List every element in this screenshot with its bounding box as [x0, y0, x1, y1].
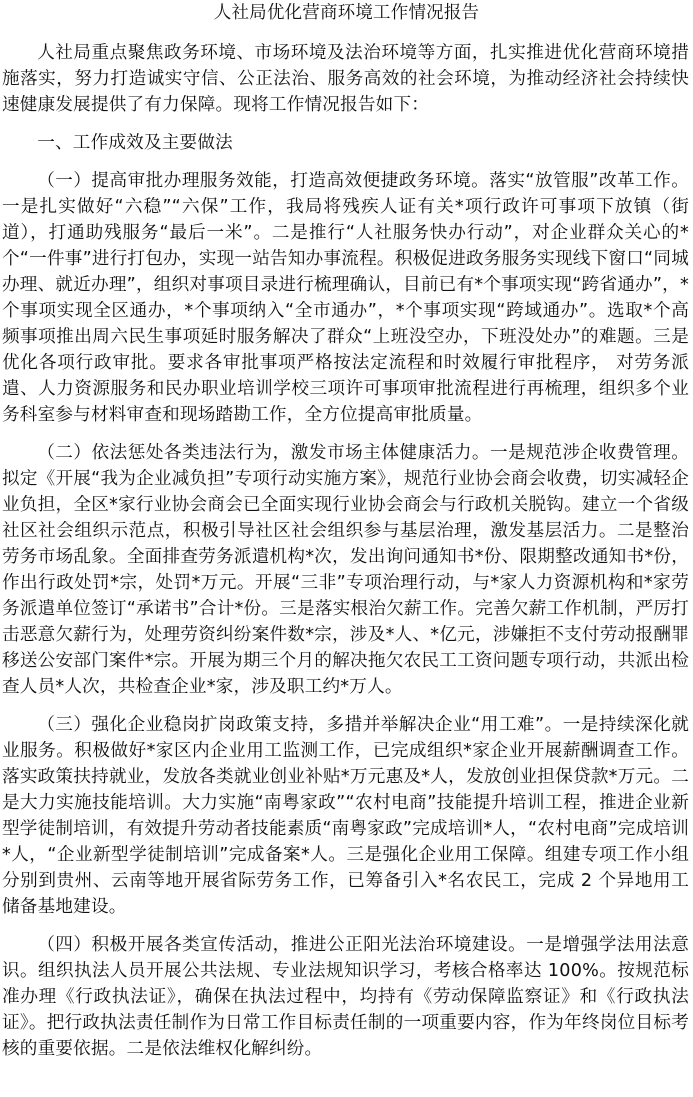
document-title: 人社局优化营商环境工作情况报告: [213, 3, 480, 23]
section-paragraph-3: （三）强化企业稳岗扩岗政策支持，多措并举解决企业“用工难”。一是持续深化就业服务。积极做好*家区内企业用工监测工作，已完成组织*家企业开展薪酬调查工作。落实政策扶持就业，发放各类就业创业补贴*万元惠及*人，发放创业担保贷款*万元。二是大力实施技能培训。大力实施“南粤家政”“农村电商”技能提升培训工程，推进企业新型学徒制培训，有效提升劳动者技能素质“南粤家政”完成培训*人，“农村电商”完成培训*人，“企业新型学徒制培训”完成备案*人。三是强化企业用工保障。组建专项工作小组分别到贵州、云南等地开展省际劳务工作，已筹备引入*名农民工，完成 2 个异地用工储备基地建设。: [2, 715, 689, 917]
section-paragraph-2: （二）依法惩处各类违法行为，激发市场主体健康活力。一是规范涉企收费管理。拟定《开展“我为企业减负担”专项行动实施方案》，规范行业协会商会收费，切实减轻企业负担，全区*家行业协会商会已全面实现行业协会商会与行政机关脱钩。建立一个省级社区社会组织示范点，积极引导社区社会组织参与基层治理，激发基层活力。二是整治劳务市场乱象。全面排查劳务派遣机构*次，发出询问通知书*份、限期整改通知书*份，作出行政处罚*宗，处罚*万元。开展“三非”专项治理行动，与*家人力资源机构和*家劳务派遣单位签订“承诺书”合计*份。三是落实根治欠薪工作。完善欠薪工作机制，严厉打击恶意欠薪行为，处理劳资纠纷案件数*宗，涉及*人、*亿元，涉嫌拒不支付劳动报酬罪移送公安部门案件*宗。开展为期三个月的解决拖欠农民工工资问题专项行动，共派出检查人员*人次，共检查企业*家，涉及职工约*万人。: [2, 443, 689, 697]
section-heading: 一、工作成效及主要做法: [37, 133, 233, 153]
section-paragraph-1: （一）提高审批办理服务效能，打造高效便捷政务环境。落实“放管服”改革工作。一是扎实做好“六稳”“六保”工作，我局将残疾人证有关*项行政许可事项下放镇（街道），打通助残服务“最后一米”。二是推行“人社服务快办行动”，对企业群众关心的*个“一件事”进行打包办，实现一站告知办事流程。积极促进政务服务实现线下窗口“同城办理、就近办理”，组织对事项目录进行梳理确认，目前已有*个事项实现“跨省通办”，*个事项实现全区通办，*个事项纳入“全市通办”，*个事项实现“跨域通办”。选取*个高频事项推出周六民生事项延时服务解决了群众“上班没空办，下班没处办”的难题。三是优化各项行政审批。要求各审批事项严格按法定流程和时效履行审批程序， 对劳务派遣、人力资源服务和民办职业培训学校三项许可事项审批流程进行再梳理，组织多个业务科室参与材料审查和现场踏勘工作，全方位提高审批质量。: [2, 171, 689, 425]
section-paragraph-4: （四）积极开展各类宣传活动，推进公正阳光法治环境建设。一是增强学法用法意识。组织执法人员开展公共法规、专业法规知识学习，考核合格率达 100%。按规范标准办理《行政执法证》，确保在执法过程中，均持有《劳动保障监察证》和《行政执法证》。把行政执法责任制作为日常工作目标责任制的一项重要内容，作为年终岗位目标考核的重要依据。二是依法维权化解纠纷。: [2, 935, 689, 1059]
intro-paragraph: 人社局重点聚焦政务环境、市场环境及法治环境等方面，扎实推进优化营商环境措施落实，努力打造诚实守信、公正法治、服务高效的社会环境，为推动经济社会持续快速健康发展提供了有力保障。现将工作情况报告如下：: [2, 43, 689, 115]
